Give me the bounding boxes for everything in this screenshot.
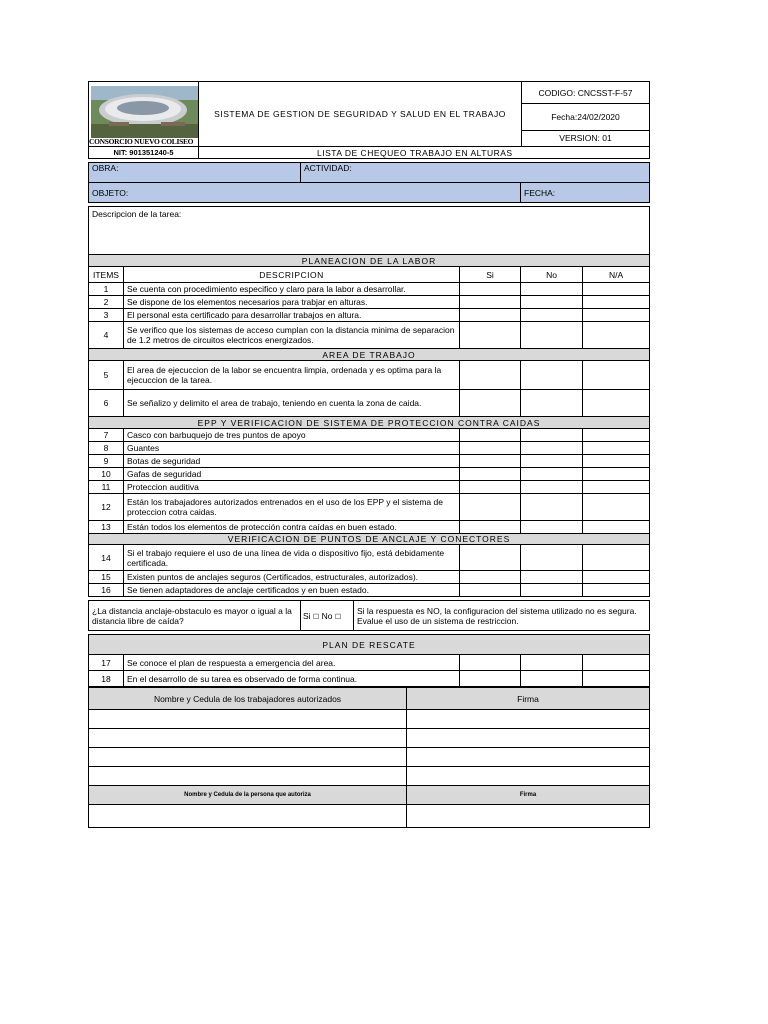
info-table	[88, 162, 650, 203]
table-row	[89, 296, 650, 309]
item-text: Existen puntos de anclajes seguros (Certificados, estructurales, autorizados).	[124, 571, 460, 584]
item-number: 15	[89, 571, 124, 584]
col-si-header: Si	[460, 267, 521, 283]
table-row	[89, 521, 650, 534]
authorizer-header: Nombre y Cedula de la persona que autoriza	[89, 786, 407, 805]
check-na[interactable]	[583, 584, 650, 597]
checklist-table	[88, 206, 650, 597]
header-table	[88, 81, 650, 159]
check-no[interactable]	[521, 455, 583, 468]
item-number: 8	[89, 442, 124, 455]
worker-signature-field[interactable]	[407, 748, 650, 767]
section-planeacion: PLANEACION DE LA LABOR	[89, 255, 650, 267]
item-number: 10	[89, 468, 124, 481]
check-no[interactable]	[521, 390, 583, 417]
item-text: El personal esta certificado para desarrollar trabajos en altura.	[124, 309, 460, 322]
objeto-field[interactable]: OBJETO:	[89, 183, 521, 203]
distance-note: Si la respuesta es NO, la configuracion del sistema utilizado no es segura. Evalue el uso de un sistema de restriccion.	[354, 601, 650, 631]
section-rescate: PLAN DE RESCATE	[89, 635, 650, 655]
item-text: Gafas de seguridad	[124, 468, 460, 481]
check-na[interactable]	[583, 296, 650, 309]
item-text: Se señalizo y delimito el area de trabajo, teniendo en cuenta la zona de caida.	[124, 390, 460, 417]
distance-answer	[301, 601, 354, 631]
table-row	[89, 283, 650, 296]
item-text: Se verifico que los sistemas de acceso cumplan con la distancia minima de separacion de 1.2 metros de circuitos electricos energizados.	[124, 322, 460, 349]
company-nit: NIT: 901351240-5	[89, 147, 199, 159]
no-checkbox[interactable]: ☐	[334, 613, 342, 621]
table-row	[89, 361, 650, 390]
worker-signature-field[interactable]	[407, 710, 650, 729]
check-na[interactable]	[583, 361, 650, 390]
table-row	[89, 655, 650, 671]
item-number: 12	[89, 494, 124, 521]
item-number: 18	[89, 671, 124, 687]
check-na[interactable]	[583, 655, 650, 671]
item-number: 7	[89, 429, 124, 442]
check-no[interactable]	[521, 545, 583, 571]
table-row	[89, 545, 650, 571]
check-si[interactable]	[460, 521, 521, 534]
check-si[interactable]	[460, 309, 521, 322]
item-text: Si el trabajo requiere el uso de una línea de vida o dispositivo fijo, está debidamente certificada.	[124, 545, 460, 571]
table-row	[89, 584, 650, 597]
workers-header: Nombre y Cedula de los trabajadores autorizados	[89, 688, 407, 710]
item-text: Botas de seguridad	[124, 455, 460, 468]
item-number: 13	[89, 521, 124, 534]
check-si[interactable]	[460, 671, 521, 687]
item-text: Se dispone de los elementos necesarios para trabjar en alturas.	[124, 296, 460, 309]
check-no[interactable]	[521, 571, 583, 584]
item-text: Se tienen adaptadores de anclaje certificados y en buen estado.	[124, 584, 460, 597]
check-si[interactable]	[460, 468, 521, 481]
check-no[interactable]	[521, 655, 583, 671]
table-row	[89, 494, 650, 521]
task-description-field[interactable]: Descripcion de la tarea:	[89, 207, 650, 255]
check-no[interactable]	[521, 442, 583, 455]
item-text: Están todos los elementos de protección contra caídas en buen estado.	[124, 521, 460, 534]
item-number: 14	[89, 545, 124, 571]
check-no[interactable]	[521, 468, 583, 481]
worker-signature-field[interactable]	[407, 767, 650, 786]
distance-question: ¿La distancia anclaje-obstaculo es mayor o igual a la distancia libre de caída?	[89, 601, 301, 631]
check-no[interactable]	[521, 494, 583, 521]
system-title: SISTEMA DE GESTION DE SEGURIDAD Y SALUD EN EL TRABAJO	[199, 82, 522, 147]
firma2-header: Firma	[407, 786, 650, 805]
check-no[interactable]	[521, 361, 583, 390]
check-si[interactable]	[460, 481, 521, 494]
section-anclaje: VERIFICACION DE PUNTOS DE ANCLAJE Y CONECTORES	[89, 534, 650, 545]
checklist-document	[88, 81, 649, 828]
table-row	[89, 309, 650, 322]
rescate-table	[88, 634, 650, 687]
authorizer-signature-field[interactable]	[407, 805, 650, 828]
check-si[interactable]	[460, 571, 521, 584]
check-na[interactable]	[583, 521, 650, 534]
check-na[interactable]	[583, 545, 650, 571]
item-text: El area de ejecuccion de la labor se encuentra limpia, ordenada y es optima para la ejecuccion de la tarea.	[124, 361, 460, 390]
check-no[interactable]	[521, 296, 583, 309]
worker-signature-field[interactable]	[407, 729, 650, 748]
check-no[interactable]	[521, 322, 583, 349]
distance-table	[88, 600, 650, 631]
item-number: 2	[89, 296, 124, 309]
item-text: Guantes	[124, 442, 460, 455]
item-number: 3	[89, 309, 124, 322]
company-name: CONSORCIO NUEVO COLISEO	[89, 137, 194, 146]
item-number: 16	[89, 584, 124, 597]
table-row	[89, 322, 650, 349]
item-number: 5	[89, 361, 124, 390]
item-number: 9	[89, 455, 124, 468]
check-na[interactable]	[583, 571, 650, 584]
table-row	[89, 390, 650, 417]
check-na[interactable]	[583, 442, 650, 455]
item-text: Proteccion auditiva	[124, 481, 460, 494]
fecha-field[interactable]: FECHA:	[521, 183, 650, 203]
company-logo	[89, 82, 199, 147]
check-si[interactable]	[460, 361, 521, 390]
section-area: AREA DE TRABAJO	[89, 349, 650, 361]
table-row	[89, 481, 650, 494]
check-no[interactable]	[521, 429, 583, 442]
table-row	[89, 429, 650, 442]
check-no[interactable]	[521, 309, 583, 322]
check-si[interactable]	[460, 442, 521, 455]
table-row	[89, 455, 650, 468]
form-date: Fecha:24/02/2020	[522, 104, 650, 130]
check-si[interactable]	[460, 545, 521, 571]
item-number: 4	[89, 322, 124, 349]
si-checkbox[interactable]: ☐	[312, 613, 320, 621]
item-text: En el desarrollo de su tarea es observado de forma continua.	[124, 671, 460, 687]
firma-header: Firma	[407, 688, 650, 710]
form-code: CODIGO: CNCSST-F-57	[522, 82, 650, 104]
check-na[interactable]	[583, 468, 650, 481]
signatures-table	[88, 687, 650, 828]
table-row	[89, 468, 650, 481]
item-number: 6	[89, 390, 124, 417]
check-na[interactable]	[583, 322, 650, 349]
worker-name-field[interactable]	[89, 729, 407, 748]
actividad-field[interactable]: ACTIVIDAD:	[301, 163, 650, 183]
obra-field[interactable]: OBRA:	[89, 163, 301, 183]
item-text: Se cuenta con procedimiento especifico y claro para la labor a desarrollar.	[124, 283, 460, 296]
check-si[interactable]	[460, 322, 521, 349]
check-si[interactable]	[460, 455, 521, 468]
check-na[interactable]	[583, 494, 650, 521]
item-text: Se conoce el plan de respuesta a emergencia del area.	[124, 655, 460, 671]
no-option-label: No	[321, 610, 333, 621]
table-row	[89, 671, 650, 687]
check-no[interactable]	[521, 283, 583, 296]
check-si[interactable]	[460, 390, 521, 417]
col-items-header: ITEMS	[89, 267, 124, 283]
check-na[interactable]	[583, 671, 650, 687]
col-na-header: N/A	[583, 267, 650, 283]
worker-name-field[interactable]	[89, 748, 407, 767]
worker-name-field[interactable]	[89, 767, 407, 786]
section-epp: EPP Y VERIFICACION DE SISTEMA DE PROTECCION CONTRA CAIDAS	[89, 417, 650, 429]
si-option-label: Si	[303, 610, 311, 621]
check-na[interactable]	[583, 309, 650, 322]
check-si[interactable]	[460, 494, 521, 521]
item-text: Están los trabajadores autorizados entrenados en el uso de los EPP y el sistema de proteccion cotra caidas.	[124, 494, 460, 521]
stadium-image	[91, 86, 199, 138]
item-number: 11	[89, 481, 124, 494]
check-si[interactable]	[460, 296, 521, 309]
col-no-header: No	[521, 267, 583, 283]
check-no[interactable]	[521, 521, 583, 534]
check-no[interactable]	[521, 671, 583, 687]
check-na[interactable]	[583, 390, 650, 417]
check-si[interactable]	[460, 584, 521, 597]
check-na[interactable]	[583, 283, 650, 296]
table-row	[89, 442, 650, 455]
check-si[interactable]	[460, 429, 521, 442]
item-text: Casco con barbuquejo de tres puntos de apoyo	[124, 429, 460, 442]
authorizer-name-field[interactable]	[89, 805, 407, 828]
list-title: LISTA DE CHEQUEO TRABAJO EN ALTURAS	[199, 147, 650, 159]
check-no[interactable]	[521, 584, 583, 597]
check-na[interactable]	[583, 481, 650, 494]
check-si[interactable]	[460, 283, 521, 296]
col-descripcion-header: DESCRIPCION	[124, 267, 460, 283]
item-number: 1	[89, 283, 124, 296]
item-number: 17	[89, 655, 124, 671]
check-no[interactable]	[521, 481, 583, 494]
check-si[interactable]	[460, 655, 521, 671]
check-na[interactable]	[583, 429, 650, 442]
table-row	[89, 571, 650, 584]
form-version: VERSION: 01	[522, 130, 650, 146]
worker-name-field[interactable]	[89, 710, 407, 729]
check-na[interactable]	[583, 455, 650, 468]
